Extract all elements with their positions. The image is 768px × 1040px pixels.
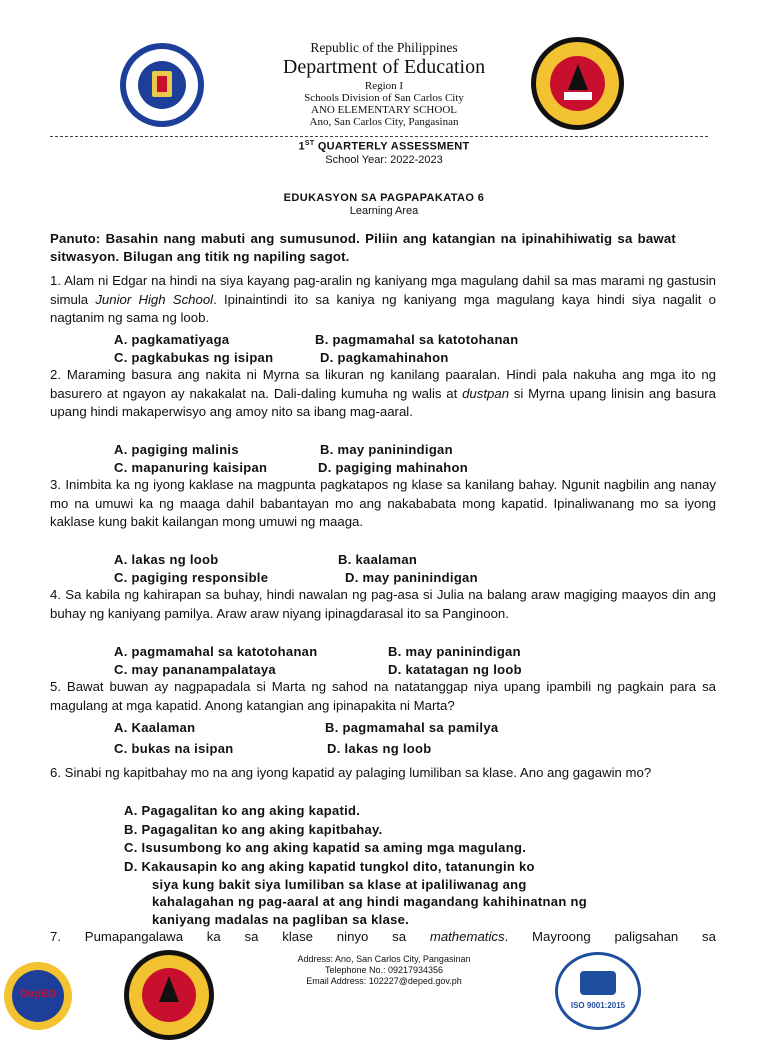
q4-option-d[interactable]: D. katatagan ng loob [388, 662, 522, 677]
q1-option-b[interactable]: B. pagmamahal sa katotohanan [315, 332, 519, 347]
q4-option-b[interactable]: B. may paninindigan [388, 644, 521, 659]
q1-option-c[interactable]: C. pagkabukas ng isipan [114, 350, 274, 365]
q5-option-d[interactable]: D. lakas ng loob [327, 741, 432, 756]
q2-option-d[interactable]: D. pagiging mahinahon [318, 460, 469, 475]
school-year: School Year: 2022-2023 [325, 154, 443, 166]
question-4-stem: 4. Sa kabila ng kahirapan sa buhay, hindi nawalan ng pag-asa si Julia na balang araw magiging maayos din ang buhay ng kaniyang pamilya. Araw araw niyang ipinagdarasal ito sa Panginoon. [50, 587, 716, 621]
q5-option-a[interactable]: A. Kaalaman [114, 720, 196, 735]
department-title: Department of Education [282, 56, 486, 78]
q3-option-a[interactable]: A. lakas ng loob [114, 552, 219, 567]
q3-option-c[interactable]: C. pagiging responsible [114, 570, 269, 585]
q4-option-c[interactable]: C. may pananampalataya [114, 662, 276, 677]
q2-option-b[interactable]: B. may paninindigan [320, 442, 453, 457]
question-1-stem: 1. Alam ni Edgar na hindi na siya kayang pag-aralin ng kaniyang mga magulang dahil sa mas marami ng gastusin simula Junior High School. Ipinaintindi ito sa kaniya ng kaniyang mga magulang kaya hindi siya nagalit o nagtanim ng sama ng loob. [50, 273, 716, 325]
q2-option-a[interactable]: A. pagiging malinis [114, 442, 239, 457]
instructions [50, 230, 676, 266]
school-address: Ano, San Carlos City, Pangasinan [309, 116, 459, 128]
learning-area-label: Learning Area [349, 205, 419, 217]
footer-address: Address: Ano, San Carlos City, Pangasinan [297, 954, 471, 964]
q6-option-d-line3: kahalagahan ng pag-aaral at ang hindi magandang kahihinatnan ng [152, 894, 587, 909]
question-7-stem: 7. Pumapangalawa ka sa klase ninyo sa mathematics. Mayroong paligsahan sa [50, 929, 716, 944]
iso-certification-text: ISO 9001:2015 [570, 1001, 626, 1010]
q6-option-c[interactable]: C. Isusumbong ko ang aking kapatid sa aming mga magulang. [124, 840, 527, 855]
q6-option-d-line4: kaniyang madalas na pagliban sa klase. [152, 911, 410, 927]
q5-option-b[interactable]: B. pagmamahal sa pamilya [325, 720, 499, 735]
assessment-title: 1ST QUARTERLY ASSESSMENT [298, 140, 470, 153]
q6-option-b[interactable]: B. Pagagalitan ko ang aking kapitbahay. [124, 822, 383, 837]
question-3-stem: 3. Inimbita ka ng iyong kaklase na magpunta pagkatapos ng klase sa kanilang bahay. Ngunit nagbilin ang nanay mo na umuwi ka ng maaga dahil babantayan mo ang nakababata mong kapatid. Ipinaliwanang mo sa iyong kaklase kung bakit kailangan mong umuwi ng maaga. [50, 477, 716, 529]
question-6-stem: 6. Sinabi ng kapitbahay mo na ang iyong kapatid ay palaging lumiliban sa klase. Ano ang gagawin mo? [50, 765, 652, 780]
q1-option-a[interactable]: A. pagkamatiyaga [114, 332, 230, 347]
ordinal-suffix: ST [304, 140, 315, 147]
q4-option-a[interactable]: A. pagmamahal sa katotohanan [114, 644, 318, 659]
header-divider [50, 136, 708, 137]
question-2-stem: 2. Maraming basura ang nakita ni Myrna sa likuran ng kanilang paaralan. Hindi pala nakuha ang mga ito ng basurero at ngayon ay nakakalat na. Dali-daling kumuha ng walis at dustpan si Myrna upang linisin ang basura upang hindi makaperwisyo ang amoy nito sa ibang mag-aaral. [50, 367, 717, 419]
iso-certification-logo [555, 952, 641, 1030]
q6-option-d-line1: D. Kakausapin ko ang aking kapatid tungkol dito, tatanungin ko [124, 859, 535, 874]
q5-option-c[interactable]: C. bukas na isipan [114, 741, 234, 756]
school-name: ANO ELEMENTARY SCHOOL [311, 104, 457, 116]
q2-option-c[interactable]: C. mapanuring kaisipan [114, 460, 268, 475]
footer-phone: Telephone No.: 09217934356 [324, 965, 444, 975]
q1-option-d[interactable]: D. pagkamahinahon [320, 350, 449, 365]
q6-option-a[interactable]: A. Pagagalitan ko ang aking kapatid. [124, 803, 361, 818]
question-5-stem: 5. Bawat buwan ay nagpapadala si Marta ng sahod na natatanggap niya upang ipambili ng pagkain para sa magulang at mga kapatid. Anong katangian ang ipinapakita ni Marta? [50, 679, 716, 713]
q6-option-d[interactable] [124, 858, 587, 928]
deped-badge-text: DepED [19, 988, 57, 1000]
q6-option-d-line2: siya kung bakit siya lumiliban sa klase at ipaliliwanag ang [152, 876, 527, 892]
division-line: Schools Division of San Carlos City [304, 92, 464, 104]
q3-option-d[interactable]: D. may paninindigan [345, 570, 478, 585]
instructions-label: Panuto: [50, 231, 101, 246]
subject-title: EDUKASYON SA PAGPAPAKATAO 6 [283, 192, 485, 204]
region-line: Region I [364, 80, 404, 92]
q3-option-b[interactable]: B. kaalaman [338, 552, 418, 567]
republic-line: Republic of the Philippines [310, 40, 458, 55]
footer-email: Email Address: 102227@deped.gov.ph [306, 976, 462, 986]
instructions-text: Basahin nang mabuti ang sumusunod. Piliin ang katangian na ipinahihiwatig sa bawat sitwasyon. Bilugan ang titik ng napiling sagot. [50, 231, 676, 264]
